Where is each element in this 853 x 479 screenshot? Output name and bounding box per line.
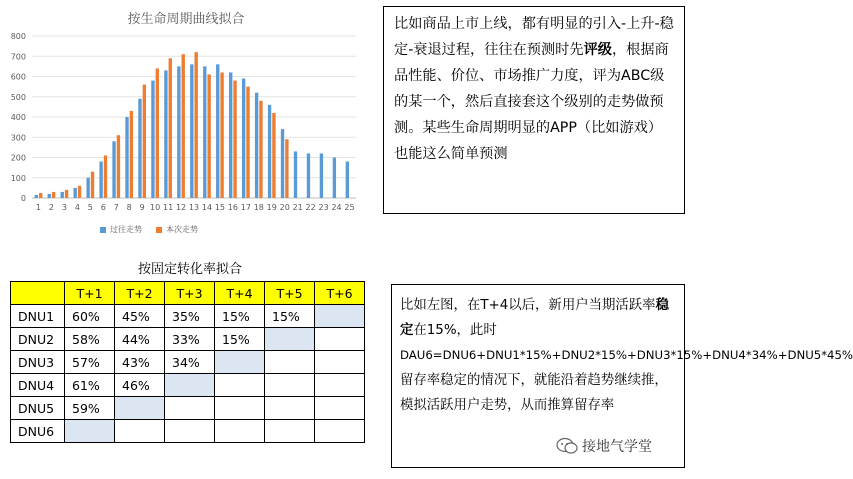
bar-series-1: [294, 151, 297, 198]
table-cell-highlight: [215, 351, 265, 374]
bar-series-2: [117, 135, 120, 198]
bar-series-2: [39, 193, 42, 198]
x-tick-label: 18: [253, 203, 264, 212]
table-header-cell: T+1: [65, 282, 115, 305]
bar-series-1: [125, 117, 128, 198]
table-row: [11, 305, 365, 328]
table-cell: [115, 420, 165, 443]
table-cell: 35%: [165, 305, 215, 328]
table-cell: 43%: [115, 351, 165, 374]
retention-text-part3: 留存率稳定的情况下，就能沿着趋势继续推，模拟活跃用户走势，从而推算留存率: [400, 373, 668, 413]
bar-series-2: [182, 54, 185, 198]
bar-series-1: [99, 162, 102, 198]
table-cell: 45%: [115, 305, 165, 328]
y-tick-label: 500: [10, 92, 26, 102]
bar-series-2: [195, 52, 198, 198]
table-cell: 60%: [65, 305, 115, 328]
x-tick-label: 24: [331, 203, 342, 212]
table-cell-highlight: [265, 328, 315, 351]
x-tick-label: 23: [318, 203, 329, 212]
table-cell: [315, 397, 365, 420]
table-cell: [315, 374, 365, 397]
table-cell-highlight: [315, 305, 365, 328]
legend-label-series-1: 过往走势: [110, 225, 142, 234]
table-header-cell: T+4: [215, 282, 265, 305]
table-header-cell: T+5: [265, 282, 315, 305]
table-header-cell: T+6: [315, 282, 365, 305]
watermark-text: 接地气学堂: [582, 439, 652, 455]
bar-series-2: [104, 155, 107, 198]
x-tick-label: 16: [227, 203, 238, 212]
bar-series-2: [259, 101, 262, 198]
table-header-row: [11, 282, 365, 305]
y-tick-label: 200: [10, 153, 26, 163]
x-tick-label: 6: [100, 203, 106, 212]
bar-series-2: [130, 111, 133, 198]
lifecycle-explanation-box: [383, 6, 685, 214]
x-tick-label: 21: [292, 203, 303, 212]
x-tick-label: 17: [240, 203, 251, 212]
bar-series-2: [156, 68, 159, 198]
bar-series-1: [333, 158, 336, 199]
bar-series-2: [143, 85, 146, 198]
x-tick-label: 2: [48, 203, 54, 212]
bar-series-1: [307, 153, 310, 198]
table-cell: [315, 328, 365, 351]
table-cell: [315, 420, 365, 443]
y-tick-label: 0: [20, 194, 26, 203]
watermark: [556, 436, 652, 456]
bar-series-2: [91, 172, 94, 198]
row-label: DNU5: [11, 397, 65, 420]
bar-series-2: [272, 113, 275, 198]
table-cell-highlight: [65, 420, 115, 443]
table-cell: 34%: [165, 351, 215, 374]
bar-series-1: [177, 66, 180, 198]
table-cell: 15%: [215, 305, 265, 328]
x-tick-label: 14: [201, 203, 213, 212]
bar-series-1: [86, 178, 89, 198]
bar-series-1: [255, 93, 258, 198]
retention-text-bold: 稳定: [400, 298, 669, 338]
row-label: DNU3: [11, 351, 65, 374]
table-cell: 15%: [215, 328, 265, 351]
table-row: [11, 328, 365, 351]
table-cell: 59%: [65, 397, 115, 420]
table-cell: 46%: [115, 374, 165, 397]
x-tick-label: 15: [214, 203, 226, 212]
legend-item-series-2: [156, 224, 198, 235]
x-tick-label: 12: [175, 203, 187, 212]
table-cell: [265, 351, 315, 374]
bar-series-1: [268, 105, 271, 198]
bar-series-1: [73, 188, 76, 198]
retention-text-part2: 在15%，此时: [413, 323, 497, 338]
bar-series-2: [246, 87, 249, 198]
legend-swatch-series-1: [100, 227, 106, 233]
retention-table: [10, 281, 365, 443]
y-tick-label: 100: [10, 173, 26, 183]
bar-series-2: [207, 74, 210, 198]
bar-series-2: [52, 192, 55, 198]
x-tick-label: 7: [113, 203, 119, 212]
lifecycle-text-part1: 比如商品上市上线，都有明显的引入-上升-稳定-衰退过程，往往在预测时先: [394, 16, 674, 58]
y-tick-label: 400: [10, 113, 26, 122]
table-cell-highlight: [115, 397, 165, 420]
table-cell: 33%: [165, 328, 215, 351]
bar-series-1: [190, 64, 193, 198]
bar-series-2: [285, 139, 288, 198]
table-header-cell: T+2: [115, 282, 165, 305]
bar-series-2: [169, 58, 172, 198]
y-tick-label: 300: [10, 133, 26, 143]
chart-title: 按生命周期曲线拟合: [127, 12, 245, 27]
bar-series-1: [203, 66, 206, 198]
bar-series-1: [138, 99, 141, 198]
row-label: DNU1: [11, 305, 65, 328]
table-row: [11, 420, 365, 443]
table-row: [11, 351, 365, 374]
legend-swatch-series-2: [156, 227, 162, 233]
table-cell: [215, 397, 265, 420]
bar-series-1: [216, 64, 219, 198]
table-row: [11, 374, 365, 397]
lifecycle-text-bold: 评级: [583, 42, 612, 58]
x-tick-label: 19: [266, 203, 277, 212]
row-label: DNU4: [11, 374, 65, 397]
row-label: DNU6: [11, 420, 65, 443]
bar-series-2: [233, 81, 236, 198]
chart-legend: [100, 224, 198, 235]
table-cell: 61%: [65, 374, 115, 397]
table-cell: 15%: [265, 305, 315, 328]
table-header-cell: [11, 282, 65, 305]
bar-series-1: [242, 79, 245, 198]
y-tick-label: 700: [10, 52, 26, 62]
x-tick-label: 3: [61, 203, 67, 212]
x-tick-label: 10: [150, 203, 161, 212]
lifecycle-chart: [0, 0, 372, 240]
retention-text-part1: 比如左图，在T+4以后，新用户当期活跃率: [400, 298, 656, 313]
x-tick-label: 11: [162, 203, 174, 212]
bar-series-1: [346, 162, 349, 198]
bar-series-2: [65, 190, 68, 198]
x-tick-label: 5: [87, 203, 93, 212]
bar-series-1: [164, 70, 167, 198]
x-tick-label: 13: [188, 203, 200, 212]
bar-series-1: [61, 192, 64, 198]
table-cell: [165, 397, 215, 420]
table-row: [11, 397, 365, 420]
x-tick-label: 8: [126, 203, 132, 212]
table-cell: [215, 420, 265, 443]
lifecycle-text-part2: ，根据商品性能、价位、市场推广力度，评为ABC级的某一个，然后直接套这个级别的走势做预测。某些生命周期明显的APP（比如游戏）也能这么简单预测: [394, 42, 669, 162]
bar-series-1: [281, 129, 284, 198]
bar-series-1: [229, 72, 232, 198]
table-cell: 57%: [65, 351, 115, 374]
legend-item-series-1: [100, 224, 142, 235]
table-cell: 58%: [65, 328, 115, 351]
chat-bubble-icon: [556, 437, 578, 455]
chart-plot: [0, 28, 372, 220]
table-cell: [265, 420, 315, 443]
x-tick-label: 25: [344, 203, 355, 212]
dau-formula: DAU6=DNU6+DNU1*15%+DNU2*15%+DNU3*15%+DNU4*34%+DNU5*45%: [400, 348, 853, 362]
table-cell: 44%: [115, 328, 165, 351]
table-cell: [215, 374, 265, 397]
table-cell: [165, 420, 215, 443]
bar-series-1: [320, 153, 323, 198]
x-tick-label: 20: [279, 203, 290, 212]
y-tick-label: 600: [10, 72, 26, 82]
bar-series-2: [78, 186, 81, 198]
x-tick-label: 4: [74, 203, 80, 212]
bar-series-1: [151, 81, 154, 198]
bar-series-1: [112, 141, 115, 198]
row-label: DNU2: [11, 328, 65, 351]
table-cell-highlight: [165, 374, 215, 397]
table-cell: [265, 397, 315, 420]
x-tick-label: 9: [139, 203, 145, 212]
table-title: 按固定转化率拟合: [137, 262, 242, 277]
y-tick-label: 800: [10, 32, 26, 41]
bar-series-1: [35, 195, 38, 198]
table-cell: [315, 351, 365, 374]
x-tick-label: 1: [35, 203, 42, 212]
table-cell: [265, 374, 315, 397]
table-header-cell: T+3: [165, 282, 215, 305]
x-tick-label: 22: [305, 203, 316, 212]
bar-series-1: [48, 194, 51, 198]
bar-series-2: [220, 72, 223, 198]
legend-label-series-2: 本次走势: [166, 225, 198, 234]
